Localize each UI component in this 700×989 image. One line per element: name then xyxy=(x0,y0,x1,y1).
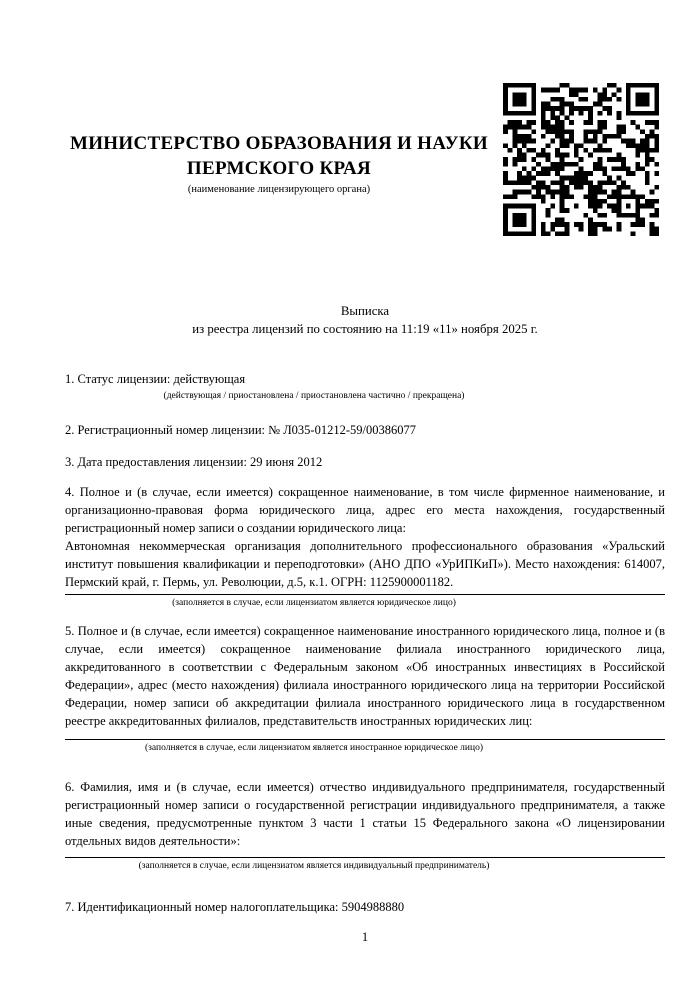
foreign-entity-clause: 5. Полное и (в случае, если имеется) сокращенное наименование иностранного юридического лица, полное и (в случае, если имеется) сокращенное наименование филиала иностранного юридического лица, аккредитованного в соответствии с Федеральным законом «Об иностранных инвестициях в Российской Федерации», адрес (место нахождения) филиала иностранного юридического лица на территории Российской Федерации, номер записи об аккредитации филиала иностранного юридического лица в государственном реестре аккредитованных филиалов, представительств иностранных юридических лиц: xyxy=(65,624,665,728)
item-taxpayer-id: 7. Идентификационный номер налогоплательщика: 5904988880 xyxy=(65,900,405,914)
item-registration-number: 2. Регистрационный номер лицензии: № Л035-01212-59/00386077 xyxy=(65,423,416,437)
fill-in-line xyxy=(65,857,665,858)
ministry-name-line2: ПЕРМСКОГО КРАЯ xyxy=(186,158,372,179)
item-license-status xyxy=(65,370,665,403)
item-entrepreneur xyxy=(65,778,665,873)
qr-code-icon xyxy=(503,83,659,236)
entrepreneur-caption: (заполняется в случае, если лицензиатом является индивидуальный предприниматель) xyxy=(138,861,490,871)
title-date-line: из реестра лицензий по состоянию на 11:19 «11» ноября 2025 г. xyxy=(192,322,538,336)
license-status-text: 1. Статус лицензии: действующая xyxy=(65,372,246,386)
page-number: 1 xyxy=(361,930,369,944)
qr-code-pattern xyxy=(503,83,659,236)
legal-entity-caption: (заполняется в случае, если лицензиатом является юридическое лицо) xyxy=(172,598,456,608)
license-status-options-caption: (действующая / приостановлена / приостановлена частично / прекращена) xyxy=(163,391,465,401)
item-foreign-entity xyxy=(65,622,665,755)
issuing-authority-caption: (наименование лицензирующего органа) xyxy=(187,184,371,195)
item-legal-entity xyxy=(65,483,665,610)
document-title xyxy=(65,302,665,338)
item-grant-date: 3. Дата предоставления лицензии: 29 июня 2012 xyxy=(65,455,323,469)
fill-in-line xyxy=(65,594,665,595)
legal-entity-value: Автономная некоммерческая организация дополнительного профессионального образования «Уральский институт повышения квалификации и переподготовки» (АНО ДПО «УрИПКиП»). Место нахождения: 614007, Пермский край, г. Пермь, ул. Революции, д.5, к.1. ОГРН: 1125900001182. xyxy=(65,539,665,589)
issuing-authority-header xyxy=(53,131,505,196)
ministry-name-line1: МИНИСТЕРСТВО ОБРАЗОВАНИЯ И НАУКИ xyxy=(69,133,489,154)
legal-entity-clause: 4. Полное и (в случае, если имеется) сокращенное наименование, в том числе фирменное наименование, и организационно-правовая форма юридического лица, адрес его места нахождения, государственный регистрационный номер записи о создании юридического лица: xyxy=(65,485,665,535)
title-line: Выписка xyxy=(340,304,390,318)
foreign-entity-caption: (заполняется в случае, если лицензиатом является иностранное юридическое лицо) xyxy=(145,743,483,753)
entrepreneur-clause: 6. Фамилия, имя и (в случае, если имеется) отчество индивидуального предпринимателя, государственный регистрационный номер записи о государственной регистрации индивидуального предпринимателя, а также иные сведения, предусмотренные пунктом 3 части 1 статьи 15 Федерального закона «О лицензировании отдельных видов деятельности»: xyxy=(65,780,665,848)
fill-in-line xyxy=(65,739,665,740)
